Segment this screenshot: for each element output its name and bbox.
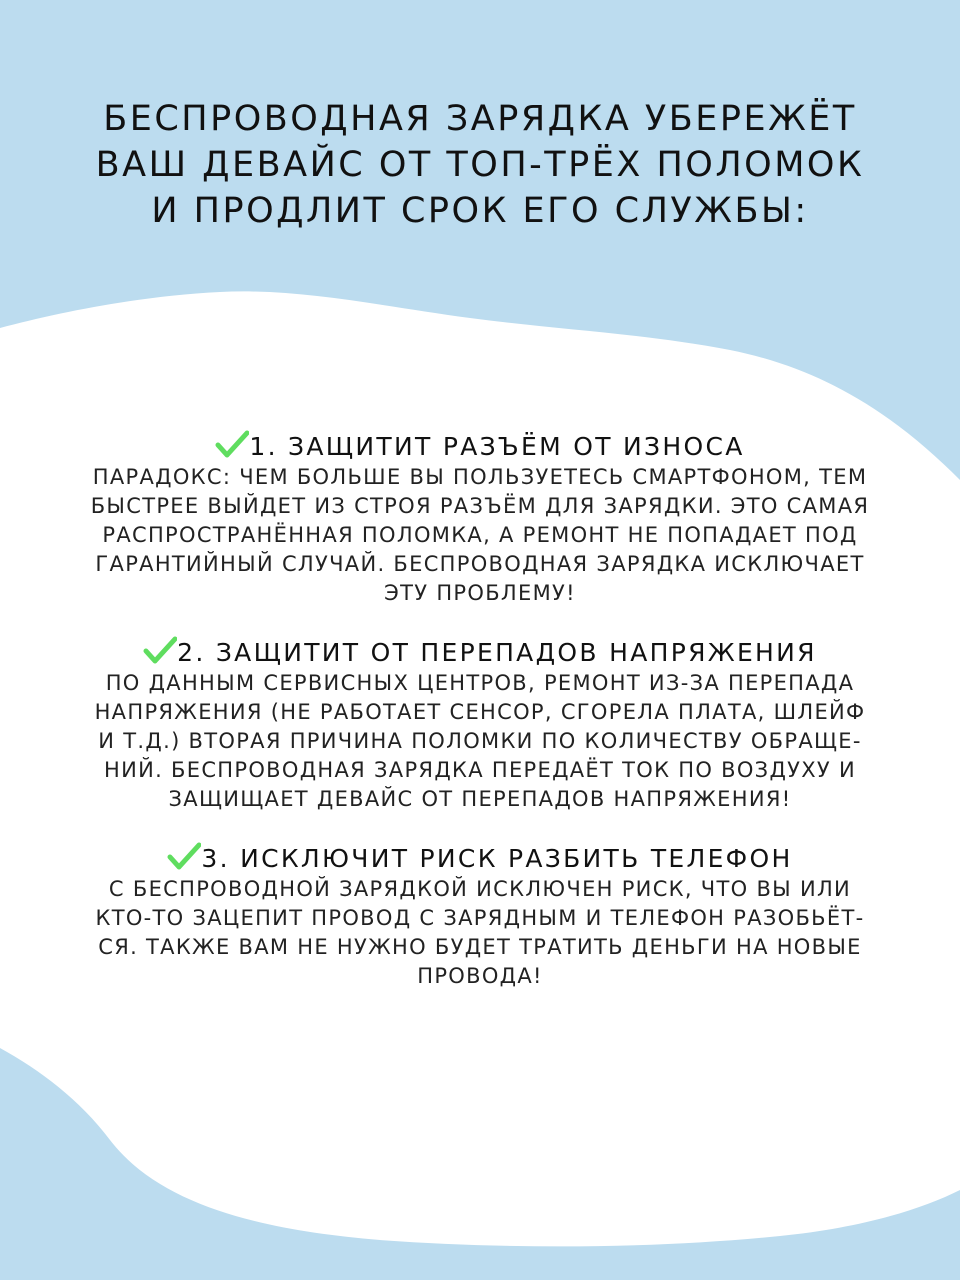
- section-title: [0, 636, 960, 669]
- body-line: СЯ. ТАКЖЕ ВАМ НЕ НУЖНО БУДЕТ ТРАТИТЬ ДЕНЬГИ НА НОВЫЕ: [98, 935, 862, 959]
- section-body: [0, 669, 960, 814]
- section-title-text: 3. ИСКЛЮЧИТ РИСК РАЗБИТЬ ТЕЛЕФОН: [201, 844, 793, 873]
- section-body: [0, 875, 960, 991]
- headline: [0, 96, 960, 234]
- check-icon: [167, 842, 201, 870]
- check-icon: [143, 636, 177, 664]
- check-icon: [215, 430, 249, 458]
- body-line: НАПРЯЖЕНИЯ (НЕ РАБОТАЕТ СЕНСОР, СГОРЕЛА ПЛАТА, ШЛЕЙФ: [94, 700, 866, 724]
- headline-line: ВАШ ДЕВАЙС ОТ ТОП-ТРЁХ ПОЛОМОК: [95, 145, 865, 185]
- body-line: И Т.Д.) ВТОРАЯ ПРИЧИНА ПОЛОМКИ ПО КОЛИЧЕСТВУ ОБРАЩЕ-: [98, 729, 862, 753]
- section-title: [0, 430, 960, 463]
- body-line: КТО-ТО ЗАЦЕПИТ ПРОВОД С ЗАРЯДНЫМ И ТЕЛЕФОН РАЗОБЬЁТ-: [95, 906, 865, 930]
- benefit-section-1: [0, 430, 960, 608]
- body-line: НИЙ. БЕСПРОВОДНАЯ ЗАРЯДКА ПЕРЕДАЁТ ТОК ПО ВОЗДУХУ И: [103, 758, 857, 782]
- section-body: [0, 463, 960, 608]
- top-wave: [0, 0, 960, 480]
- section-title-text: 2. ЗАЩИТИТ ОТ ПЕРЕПАДОВ НАПРЯЖЕНИЯ: [177, 638, 817, 667]
- headline-line: БЕСПРОВОДНАЯ ЗАРЯДКА УБЕРЕЖЁТ: [103, 99, 857, 139]
- body-line: ПРОВОДА!: [417, 964, 543, 988]
- headline-line: И ПРОДЛИТ СРОК ЕГО СЛУЖБЫ:: [151, 191, 809, 231]
- bottom-wave: [0, 1048, 960, 1280]
- body-line: ПО ДАННЫМ СЕРВИСНЫХ ЦЕНТРОВ, РЕМОНТ ИЗ-ЗА ПЕРЕПАДА: [105, 671, 855, 695]
- body-line: ЗАЩИЩАЕТ ДЕВАЙС ОТ ПЕРЕПАДОВ НАПРЯЖЕНИЯ!: [168, 787, 792, 811]
- body-line: С БЕСПРОВОДНОЙ ЗАРЯДКОЙ ИСКЛЮЧЕН РИСК, ЧТО ВЫ ИЛИ: [108, 877, 852, 901]
- benefit-section-3: [0, 842, 960, 991]
- benefit-section-2: [0, 636, 960, 814]
- body-line: ПАРАДОКС: ЧЕМ БОЛЬШЕ ВЫ ПОЛЬЗУЕТЕСЬ СМАРТФОНОМ, ТЕМ: [92, 465, 868, 489]
- body-line: РАСПРОСТРАНЁННАЯ ПОЛОМКА, А РЕМОНТ НЕ ПОПАДАЕТ ПОД: [102, 523, 858, 547]
- body-line: ЭТУ ПРОБЛЕМУ!: [384, 581, 576, 605]
- body-line: БЫСТРЕЕ ВЫЙДЕТ ИЗ СТРОЯ РАЗЪЁМ ДЛЯ ЗАРЯДКИ. ЭТО САМАЯ: [90, 494, 870, 518]
- section-title: [0, 842, 960, 875]
- body-line: ГАРАНТИЙНЫЙ СЛУЧАЙ. БЕСПРОВОДНАЯ ЗАРЯДКА ИСКЛЮЧАЕТ: [95, 552, 865, 576]
- section-title-text: 1. ЗАЩИТИТ РАЗЪЁМ ОТ ИЗНОСА: [249, 432, 745, 461]
